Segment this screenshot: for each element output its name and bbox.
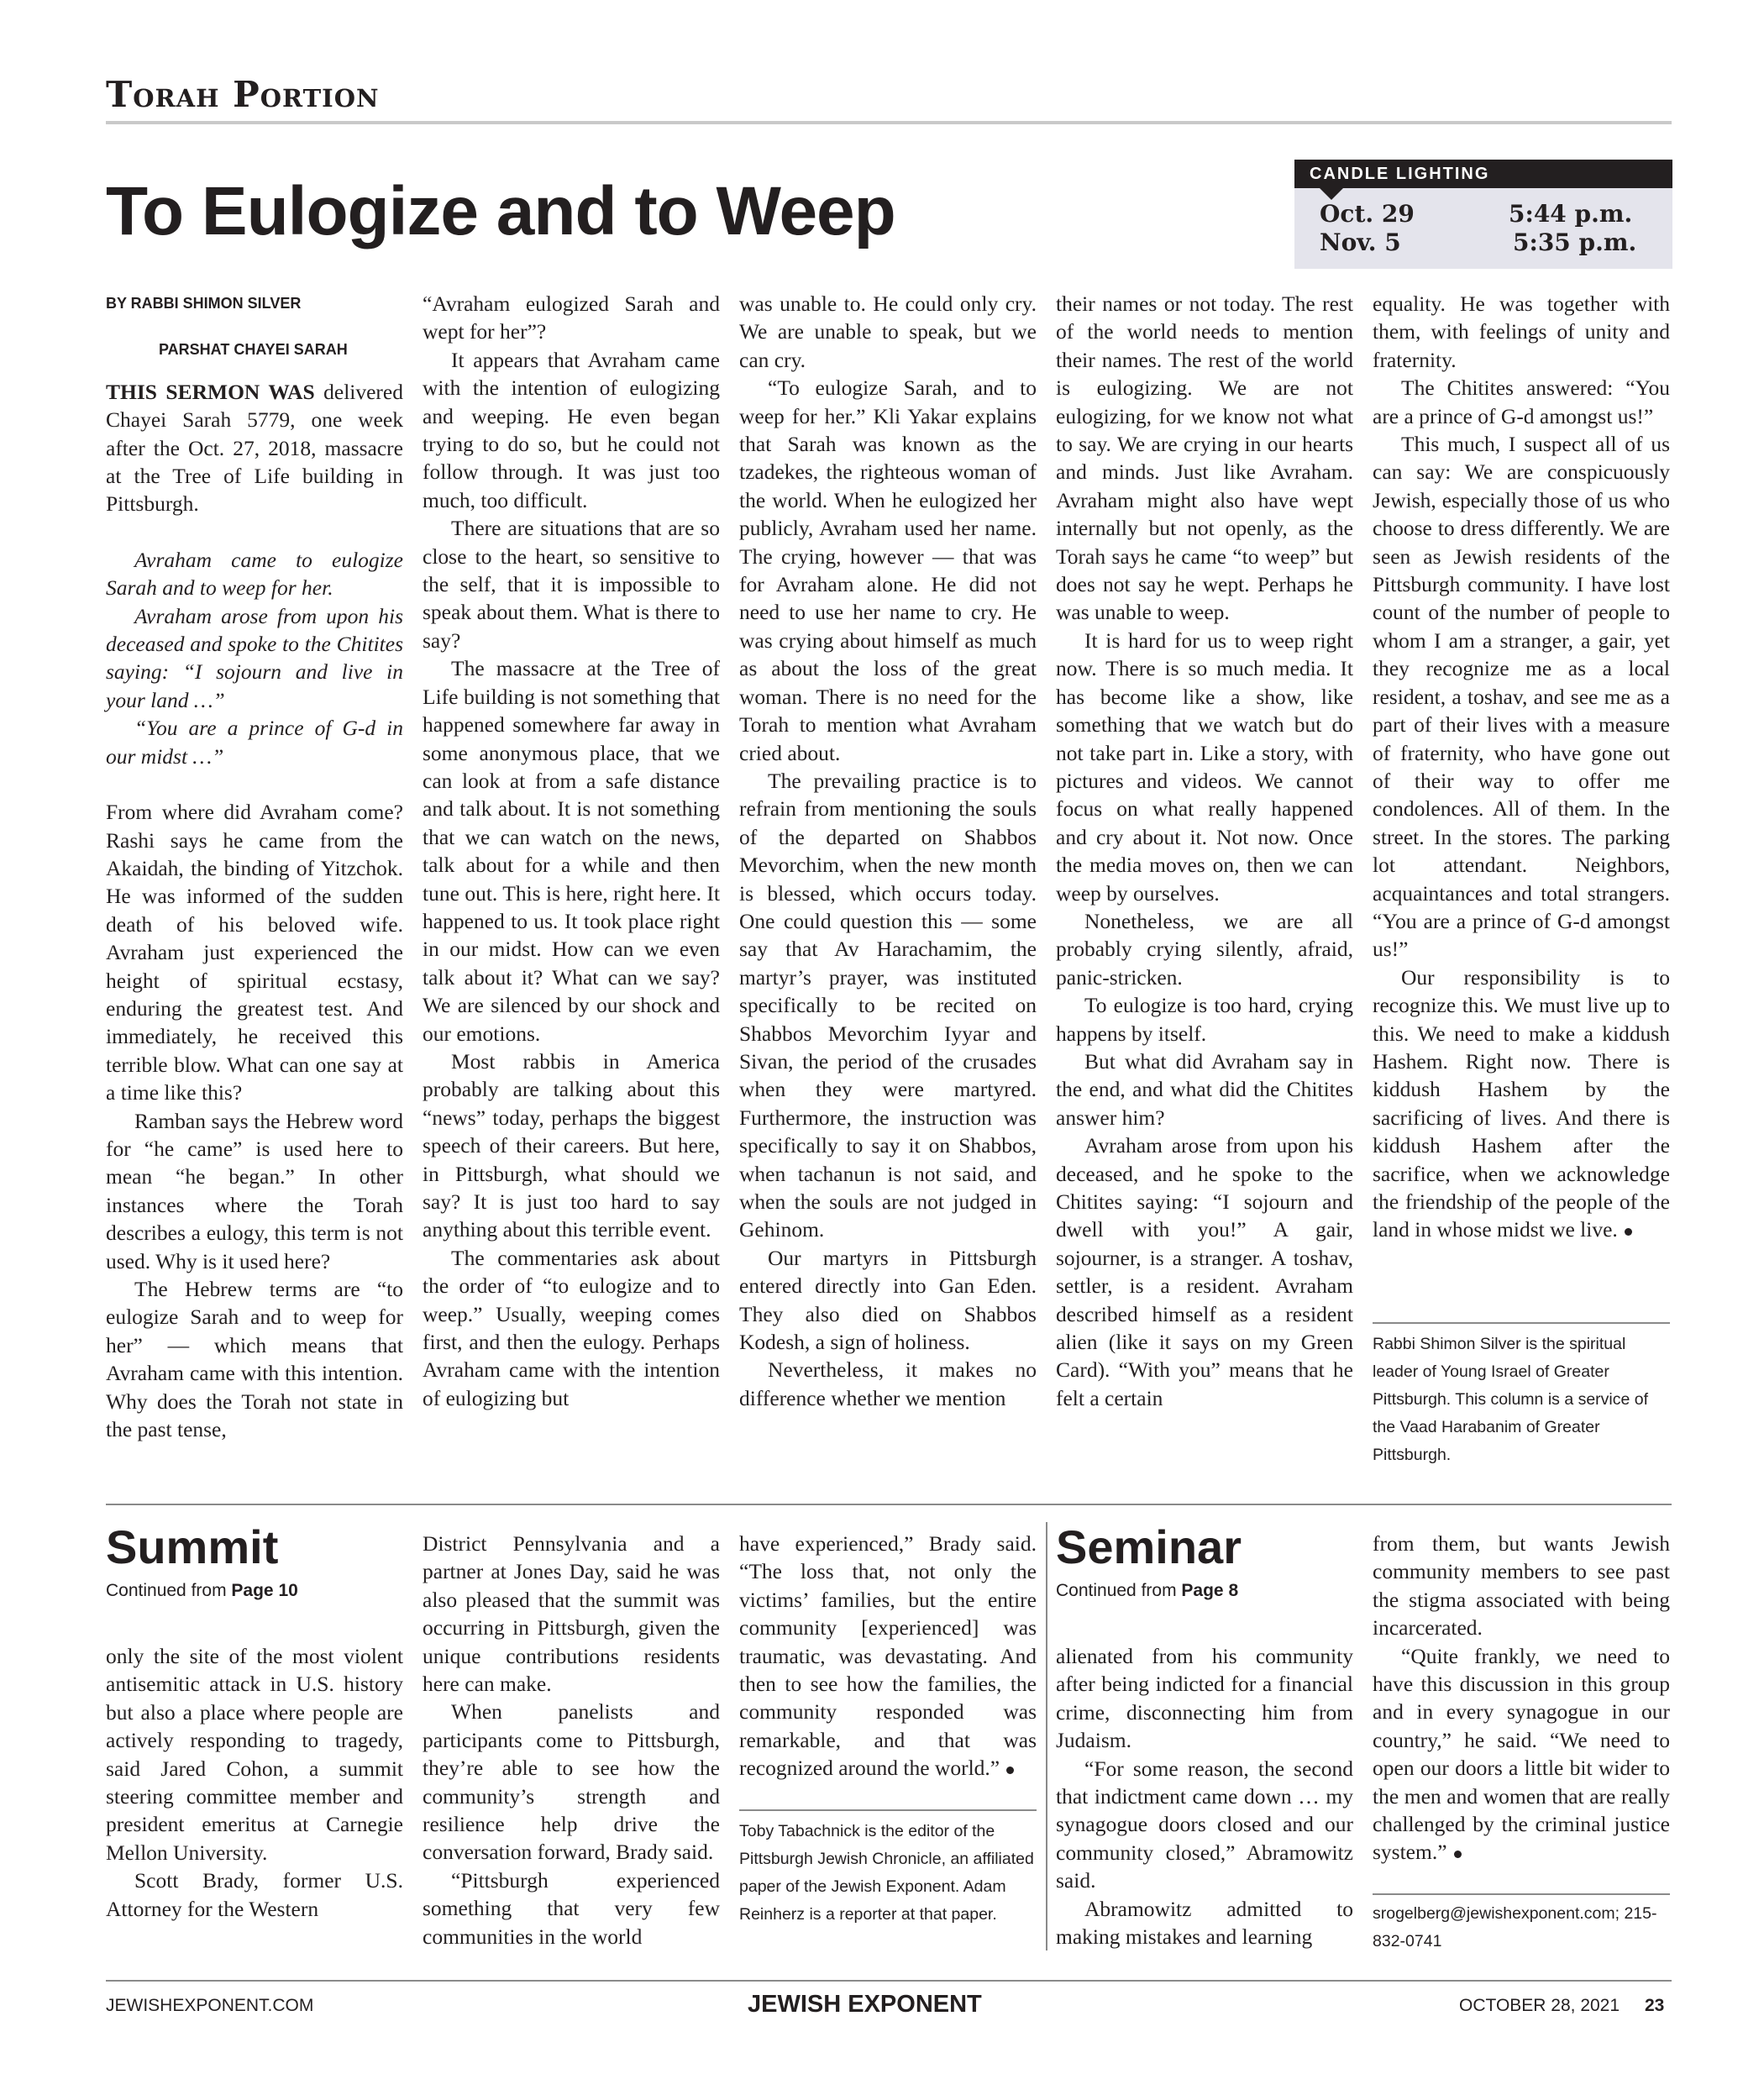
footer-rule [106,1980,1672,1982]
article-column-1 [106,290,403,1443]
footer-date: OCTOBER 28, 2021 [1459,1996,1620,2015]
candle-pointer [1320,188,1343,200]
seminar-continued [1056,1581,1238,1601]
column-divider [1046,1522,1047,1950]
quote: “You are a prince of G-d in our midst …” [106,716,403,769]
end-mark-icon [1006,1767,1014,1774]
paragraph: “For some reason, the second that indictment came down … my synagogue doors closed and our community closed,” Abramowitz said. [1056,1756,1353,1893]
end-mark-icon [1625,1228,1632,1236]
article-column-5 [1373,290,1670,1244]
summit-bio: Toby Tabachnick is the editor of the Pittsburgh Jewish Chronicle, an affiliated paper of the Jewish Exponent. Adam Reinherz is a reporter at that paper. [739,1822,1034,1924]
candle-lighting-box [1294,160,1672,269]
paragraph: The massacre at the Tree of Life building is not something that happened somewhere far away in some anonymous place, that we can look at from a safe distance and talk about. It is not something that we can watch on the news, talk about for a while and then tune out. This is here, right here. It happened to us. It took place right in our midst. How can we even talk about it? What can we say? We are silenced by our shock and our emotions. [423,656,720,1046]
paragraph: But what did Avraham say in the end, and what did the Chitites answer him? [1056,1048,1353,1130]
paragraph: It is hard for us to weep right now. There is so much media. It has become like a show, like something that we watch but do not take part in. Like a story, with pictures and videos. We cannot focus on what really happened and cry about it. Not now. Once the media moves on, then we can weep by ourselves. [1056,627,1353,906]
candle-lighting-label: CANDLE LIGHTING [1294,160,1672,188]
summit-title: Summit [106,1520,279,1573]
paragraph: The Hebrew terms are “to eulogize Sarah and to weep for her” — which means that Avraham came with this intention. Why does the Torah not state in the past tense, [106,1277,403,1442]
continued-page-link[interactable]: Page 8 [1181,1581,1239,1600]
summit-continued [106,1581,298,1601]
paragraph: equality. He was together with them, with feelings of unity and fraternity. [1373,291,1670,372]
quote: Avraham came to eulogize Sarah and to weep for her. [106,547,403,601]
paragraph: their names or not today. The rest of the world needs to mention their names. The rest of the world is eulogizing. We are not eulogizing, for we know not what to say. We are crying in our hearts and minds. Just like Avraham. Avraham might also have wept internally but not openly, as the Torah says he came “to weep” but does not say he wept. Perhaps he was unable to weep. [1056,291,1353,625]
candle-date: Nov. 5 [1320,228,1401,256]
paragraph: This much, I suspect all of us can say: We are conspicuously Jewish, especially those of us who choose to dress differently. We are seen as Jewish residents of the Pittsburgh community. I have lost count of the number of people to whom I am a stranger, a gair, yet they recognize me as a local resident, a toshav, and see me as a part of their lives with a measure of fraternity, who have gone out of their way to offer me condolences. All of them. In the street. In the stores. The parking lot attendant. Neighbors, acquaintances and total strangers. “You are a prince of G-d amongst us!” [1373,432,1670,962]
seminar-contact: srogelberg@jewishexponent.com; 215-832-0741 [1373,1904,1657,1950]
paragraph: “Avraham eulogized Sarah and wept for her”? [423,291,720,344]
paragraph: From where did Avraham come? Rashi says he came from the Akaidah, the binding of Yitzchok. He was informed of the sudden death of his beloved wife. Avraham just experienced the height of spiritual ecstasy, enduring the greatest test. And immediately, he received this terrible blow. What can one say at a time like this? [106,800,403,1105]
paragraph: only the site of the most violent antisemitic attack in U.S. history but also a place where people are actively responding to tragedy, said Jared Cohon, a summit steering committee member and president emeritus at Carnegie Mellon University. [106,1644,403,1865]
section-divider [106,1504,1672,1505]
paragraph: The Chitites answered: “You are a prince of G-d amongst us!” [1373,375,1670,428]
bio-rule [1373,1893,1670,1895]
author-bio: Rabbi Shimon Silver is the spiritual leader of Young Israel of Greater Pittsburgh. This column is a service of the Vaad Harabanim of Greater Pittsburgh. [1373,1335,1649,1464]
continued-prefix: Continued from [1056,1581,1182,1600]
paragraph: To eulogize is too hard, crying happens by itself. [1056,993,1353,1046]
paragraph: Ramban says the Hebrew word for “he came” is used here to mean “he began.” In other instances where the Torah describes a eulogy, this term is not used. Why is it used here? [106,1108,403,1273]
footer-publication: JEWISH EXPONENT [748,1991,982,2018]
closing-text: have experienced,” Brady said. “The loss that, not only the victims’ families, but the entire community [experienced] was traumatic, was devastating. And then to see how the families, the community responded was remarkable, and that was recognized around the world.” [739,1531,1037,1781]
paragraph: District Pennsylvania and a partner at Jones Day, said he was also pleased that the summit was occurring in Pittsburgh, given the unique contributions residents here can make. [423,1531,720,1697]
section-rule [106,121,1672,124]
candle-time: 5:44 p.m. [1509,200,1633,228]
paragraph: The prevailing practice is to refrain from mentioning the souls of the departed on Shabbos Mevorchim, when the new month is blessed, which occurs today. One could question this — some say that Av Harachamim, the martyr’s prayer, was instituted specifically to be recited on Shabbos Mevorchim Iyyar and Sivan, the period of the crusades when they were martyred. Furthermore, the instruction was specifically to say it on Shabbos, when tachanun is not said, and when the souls are not judged in Gehinom. [739,768,1037,1242]
lead-caps: THIS SERMON WAS [106,379,315,404]
paragraph: The commentaries ask about the order of “to eulogize and to weep.” Usually, weeping comes first, and then the eulogy. Perhaps Avraham came with the intention of eulogizing but [423,1245,720,1410]
bio-rule [739,1809,1037,1811]
article-column-4 [1056,290,1353,1412]
seminar-title: Seminar [1056,1520,1242,1573]
paragraph: was unable to. He could only cry. We are unable to speak, but we can cry. [739,291,1037,372]
paragraph: Nonetheless, we are all probably crying silently, afraid, panic-stricken. [1056,908,1353,990]
footer-website[interactable]: JEWISHEXPONENT.COM [106,1996,314,2015]
seminar-column-1 [1056,1642,1353,1950]
continued-prefix: Continued from [106,1581,232,1600]
lead-paragraph [106,378,403,518]
paragraph: Avraham arose from upon his deceased, and he spoke to the Chitites saying: “I sojourn and dwell with you!” A gair, sojourner, is a stranger. A toshav, settler, is a resident. Avraham described himself as a resident alien (like it says on my Green Card). “With you” means that he felt a certain [1056,1133,1353,1410]
section-heading: Torah Portion [106,74,380,115]
closing-text: Our responsibility is to recognize this. We must live up to this. We need to make a kiddush Hashem. Right now. There is kiddush Hashem by the sacrificing of lives. And there is kiddush Hashem after the sacrifice, when we acknowledge the friendship of the people of the land in whose midst we live. [1373,964,1670,1242]
article-column-3 [739,290,1037,1412]
paragraph [739,1530,1037,1782]
seminar-column-2 [1373,1530,1670,1866]
byline: BY RABBI SHIMON SILVER [106,295,302,312]
parsha-label: PARSHAT CHAYEI SARAH [159,341,348,359]
paragraph [1373,963,1670,1244]
paragraph: There are situations that are so close to the heart, so sensitive to the self, that it is impossible to speak about them. What is there to say? [423,516,720,653]
paragraph: Our martyrs in Pittsburgh entered directly into Gan Eden. They also died on Shabbos Kodesh, a sign of holiness. [739,1245,1037,1355]
paragraph: from them, but wants Jewish community members to see past the stigma associated with being incarcerated. [1373,1531,1670,1641]
paragraph: “Pittsburgh experienced something that very few communities in the world [423,1867,720,1949]
candle-date: Oct. 29 [1320,200,1415,228]
article-column-2 [423,290,720,1412]
summit-column-2 [423,1530,720,1950]
paragraph [1373,1642,1670,1866]
summit-column-1 [106,1642,403,1923]
paragraph: When panelists and participants come to Pittsburgh, they’re able to see how the community’s strength and resilience help drive the conversation forward, Brady said. [423,1699,720,1865]
paragraph: It appears that Avraham came with the intention of eulogizing and weeping. He even began trying to do so, but he could not follow through. It was just too much, too difficult. [423,347,720,512]
paragraph: Abramowitz admitted to making mistakes and learning [1056,1896,1353,1950]
paragraph: Nevertheless, it makes no difference whether we mention [739,1357,1037,1410]
page-number: 23 [1645,1996,1665,2015]
bio-rule [1373,1322,1670,1324]
closing-text: “Quite frankly, we need to have this discussion in this group and in every synagogue in our country,” he said. “We need to open our doors a little bit wider to the men and women that are really challenged by the criminal justice system.” [1373,1643,1670,1865]
paragraph: Scott Brady, former U.S. Attorney for the Western [106,1868,403,1921]
continued-page-link[interactable]: Page 10 [231,1581,298,1600]
quote: Avraham arose from upon his deceased and spoke to the Chitites saying: “I sojourn and live in your land …” [106,603,403,712]
lead-text: delivered Chayei Sarah 5779, one week after the Oct. 27, 2018, massacre at the Tree of Life building in Pittsburgh. [106,379,403,517]
paragraph: alienated from his community after being indicted for a financial crime, disconnecting him from Judaism. [1056,1644,1353,1753]
end-mark-icon [1454,1851,1462,1858]
candle-time: 5:35 p.m. [1513,228,1637,256]
summit-column-3 [739,1530,1037,1782]
article-title: To Eulogize and to Weep [106,173,895,249]
paragraph: “To eulogize Sarah, and to weep for her.” Kli Yakar explains that Sarah was known as the tzadekes, the righteous woman of the world. When he eulogized her publicly, Avraham used her name. The crying, however — that was for Avraham alone. He did not need to use her name to cry. He was crying about himself as much as about the loss of the great woman. There is no need for the Torah to mention what Avraham cried about. [739,375,1037,765]
paragraph: Most rabbis in America probably are talking about this “news” today, perhaps the biggest speech of their careers. But here, in Pittsburgh, what should we say? It is just too hard to say anything about this terrible event. [423,1048,720,1242]
